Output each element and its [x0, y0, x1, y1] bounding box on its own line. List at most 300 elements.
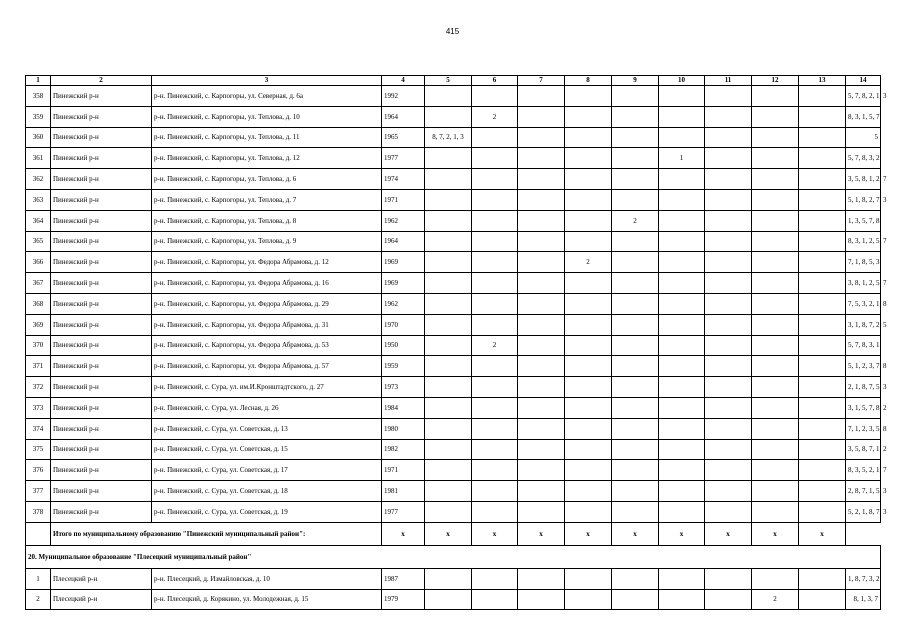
value-cell-5	[425, 273, 472, 294]
column-header-8: 8	[565, 76, 612, 86]
value-cell-8	[565, 501, 612, 522]
value-cell-13	[799, 252, 846, 273]
value-cell-5	[425, 106, 472, 127]
table-row	[26, 231, 881, 252]
district-cell: Пинежский р-н	[51, 439, 152, 460]
value-cell-5	[425, 439, 472, 460]
year-cell: 1981	[382, 481, 425, 502]
value-cell-13	[799, 293, 846, 314]
value-cell-13	[799, 501, 846, 522]
value-cell-13	[799, 127, 846, 148]
value-cell-13	[799, 568, 846, 589]
address-cell: р-н. Плесецкий, д. Измайловская, д. 10	[152, 568, 382, 589]
district-cell: Пинежский р-н	[51, 127, 152, 148]
value-cell-14: 8, 3, 5, 2, 1, 7	[846, 460, 881, 481]
value-cell-13	[799, 106, 846, 127]
value-cell-12	[752, 397, 799, 418]
year-cell: 1992	[382, 86, 425, 107]
value-cell-5	[425, 231, 472, 252]
address-cell: р-н. Пинежский, с. Сура, ул. Лесная, д. 26	[152, 397, 382, 418]
address-cell: р-н. Пинежский, с. Сура, ул. им.И.Кронштадтского, д. 27	[152, 377, 382, 398]
value-cell-14: 8, 3, 1, 2, 5, 7	[846, 231, 881, 252]
district-cell: Пинежский р-н	[51, 460, 152, 481]
value-cell-5	[425, 252, 472, 273]
value-cell-11	[705, 481, 752, 502]
row-number: 374	[26, 418, 51, 439]
value-cell-8	[565, 169, 612, 190]
district-cell: Пинежский р-н	[51, 169, 152, 190]
row-number: 361	[26, 148, 51, 169]
value-cell-11	[705, 189, 752, 210]
address-cell: р-н. Пинежский, с. Карпогоры, ул. Северная, д. 6а	[152, 86, 382, 107]
year-cell: 1962	[382, 210, 425, 231]
section-title: 20. Муниципальное образование "Плесецкий муниципальный район"	[26, 545, 881, 568]
value-cell-11	[705, 231, 752, 252]
value-cell-5	[425, 418, 472, 439]
value-cell-7	[518, 127, 565, 148]
value-cell-13	[799, 169, 846, 190]
year-cell: 1982	[382, 439, 425, 460]
value-cell-10	[659, 481, 705, 502]
year-cell: 1964	[382, 231, 425, 252]
value-cell-10	[659, 418, 705, 439]
column-header-5: 5	[425, 76, 472, 86]
value-cell-6	[472, 568, 518, 589]
value-cell-10	[659, 335, 705, 356]
district-cell: Пинежский р-н	[51, 293, 152, 314]
district-cell: Пинежский р-н	[51, 148, 152, 169]
district-cell: Пинежский р-н	[51, 189, 152, 210]
table-row	[26, 589, 881, 610]
value-cell-9	[612, 252, 659, 273]
column-header-14: 14	[846, 76, 881, 86]
value-cell-6	[472, 418, 518, 439]
value-cell-7	[518, 231, 565, 252]
table-row	[26, 293, 881, 314]
value-cell-14: 8, 1, 3, 7	[846, 589, 881, 610]
row-number: 367	[26, 273, 51, 294]
value-cell-12	[752, 356, 799, 377]
total-value-cell: x	[425, 522, 472, 545]
value-cell-11	[705, 252, 752, 273]
district-cell: Пинежский р-н	[51, 314, 152, 335]
table-row	[26, 252, 881, 273]
total-blank-cell	[26, 522, 51, 545]
row-number: 376	[26, 460, 51, 481]
table-row	[26, 148, 881, 169]
value-cell-12	[752, 148, 799, 169]
table-row	[26, 273, 881, 294]
year-cell: 1974	[382, 169, 425, 190]
value-cell-14: 5, 7, 8, 2, 1, 3	[846, 86, 881, 107]
value-cell-7	[518, 356, 565, 377]
year-cell: 1965	[382, 127, 425, 148]
value-cell-9	[612, 418, 659, 439]
value-cell-12	[752, 231, 799, 252]
value-cell-11	[705, 210, 752, 231]
value-cell-11	[705, 356, 752, 377]
value-cell-8	[565, 86, 612, 107]
value-cell-9	[612, 377, 659, 398]
district-cell: Плесецкий р-н	[51, 589, 152, 610]
value-cell-12	[752, 86, 799, 107]
value-cell-10	[659, 377, 705, 398]
address-cell: р-н. Пинежский, с. Карпогоры, ул. Федора Абрамова, д. 31	[152, 314, 382, 335]
row-number: 370	[26, 335, 51, 356]
value-cell-9	[612, 501, 659, 522]
year-cell: 1979	[382, 589, 425, 610]
table-row	[26, 501, 881, 522]
value-cell-6	[472, 377, 518, 398]
district-cell: Пинежский р-н	[51, 356, 152, 377]
value-cell-6	[472, 460, 518, 481]
value-cell-5	[425, 501, 472, 522]
value-cell-12	[752, 377, 799, 398]
district-cell: Пинежский р-н	[51, 86, 152, 107]
table-row	[26, 460, 881, 481]
value-cell-9	[612, 568, 659, 589]
address-cell: р-н. Пинежский, с. Карпогоры, ул. Теплова, д. 11	[152, 127, 382, 148]
value-cell-11	[705, 106, 752, 127]
table-row	[26, 106, 881, 127]
table-row	[26, 356, 881, 377]
value-cell-14: 3, 5, 8, 1, 2, 7	[846, 169, 881, 190]
column-header-13: 13	[799, 76, 846, 86]
value-cell-14: 5, 7, 8, 3, 2	[846, 148, 881, 169]
header-row	[26, 76, 881, 86]
district-cell: Пинежский р-н	[51, 418, 152, 439]
value-cell-6	[472, 314, 518, 335]
value-cell-10	[659, 501, 705, 522]
value-cell-10	[659, 356, 705, 377]
address-cell: р-н. Плесецкий, д. Корякино, ул. Молодежная, д. 15	[152, 589, 382, 610]
row-number: 372	[26, 377, 51, 398]
value-cell-6: 2	[472, 106, 518, 127]
value-cell-12	[752, 169, 799, 190]
value-cell-12	[752, 273, 799, 294]
district-cell: Пинежский р-н	[51, 106, 152, 127]
value-cell-9	[612, 293, 659, 314]
value-cell-14: 8, 3, 1, 5, 7	[846, 106, 881, 127]
value-cell-6	[472, 231, 518, 252]
row-number: 378	[26, 501, 51, 522]
value-cell-14: 7, 1, 2, 3, 5, 8	[846, 418, 881, 439]
year-cell: 1984	[382, 397, 425, 418]
column-header-2: 2	[51, 76, 152, 86]
value-cell-8	[565, 148, 612, 169]
table-row	[26, 127, 881, 148]
value-cell-5	[425, 189, 472, 210]
value-cell-5	[425, 397, 472, 418]
section-row	[26, 545, 881, 568]
value-cell-6	[472, 589, 518, 610]
table-row	[26, 418, 881, 439]
value-cell-14: 7, 5, 3, 2, 1, 8	[846, 293, 881, 314]
value-cell-5	[425, 460, 472, 481]
value-cell-5	[425, 314, 472, 335]
district-cell: Пинежский р-н	[51, 335, 152, 356]
value-cell-13	[799, 210, 846, 231]
value-cell-6: 2	[472, 335, 518, 356]
value-cell-13	[799, 356, 846, 377]
value-cell-14: 2, 8, 7, 1, 5, 3	[846, 481, 881, 502]
value-cell-7	[518, 148, 565, 169]
value-cell-8	[565, 314, 612, 335]
row-number: 371	[26, 356, 51, 377]
value-cell-11	[705, 377, 752, 398]
district-cell: Пинежский р-н	[51, 377, 152, 398]
district-cell: Пинежский р-н	[51, 252, 152, 273]
row-number: 363	[26, 189, 51, 210]
value-cell-6	[472, 293, 518, 314]
year-cell: 1973	[382, 377, 425, 398]
value-cell-8	[565, 335, 612, 356]
value-cell-13	[799, 335, 846, 356]
value-cell-9	[612, 231, 659, 252]
value-cell-7	[518, 589, 565, 610]
value-cell-8	[565, 356, 612, 377]
value-cell-6	[472, 501, 518, 522]
value-cell-6	[472, 169, 518, 190]
value-cell-5	[425, 169, 472, 190]
value-cell-11	[705, 314, 752, 335]
row-number: 369	[26, 314, 51, 335]
address-cell: р-н. Пинежский, с. Карпогоры, ул. Федора Абрамова, д. 57	[152, 356, 382, 377]
value-cell-5	[425, 335, 472, 356]
value-cell-7	[518, 210, 565, 231]
year-cell: 1950	[382, 335, 425, 356]
value-cell-7	[518, 86, 565, 107]
row-number: 368	[26, 293, 51, 314]
registry-table	[25, 75, 887, 610]
value-cell-12	[752, 293, 799, 314]
district-cell: Плесецкий р-н	[51, 568, 152, 589]
district-cell: Пинежский р-н	[51, 481, 152, 502]
value-cell-8: 2	[565, 252, 612, 273]
value-cell-13	[799, 481, 846, 502]
value-cell-13	[799, 86, 846, 107]
value-cell-7	[518, 397, 565, 418]
table-row	[26, 439, 881, 460]
table-row	[26, 189, 881, 210]
value-cell-14: 5	[846, 127, 881, 148]
value-cell-10	[659, 314, 705, 335]
column-header-3: 3	[152, 76, 382, 86]
value-cell-14: 1, 3, 5, 7, 8	[846, 210, 881, 231]
value-cell-10	[659, 106, 705, 127]
row-number: 362	[26, 169, 51, 190]
district-cell: Пинежский р-н	[51, 231, 152, 252]
value-cell-6	[472, 210, 518, 231]
value-cell-8	[565, 418, 612, 439]
value-cell-8	[565, 189, 612, 210]
value-cell-6	[472, 397, 518, 418]
value-cell-10	[659, 189, 705, 210]
value-cell-9	[612, 169, 659, 190]
year-cell: 1969	[382, 252, 425, 273]
row-number: 365	[26, 231, 51, 252]
table-body	[26, 86, 887, 610]
value-cell-6	[472, 86, 518, 107]
value-cell-7	[518, 418, 565, 439]
value-cell-14: 7, 1, 8, 5, 3	[846, 252, 881, 273]
value-cell-12	[752, 439, 799, 460]
value-cell-7	[518, 501, 565, 522]
value-cell-8	[565, 397, 612, 418]
total-value-cell: x	[705, 522, 752, 545]
address-cell: р-н. Пинежский, с. Карпогоры, ул. Теплова, д. 10	[152, 106, 382, 127]
column-header-7: 7	[518, 76, 565, 86]
value-cell-9	[612, 356, 659, 377]
value-cell-7	[518, 377, 565, 398]
value-cell-9	[612, 335, 659, 356]
row-number: 359	[26, 106, 51, 127]
value-cell-12	[752, 460, 799, 481]
value-cell-7	[518, 293, 565, 314]
value-cell-11	[705, 589, 752, 610]
table-row	[26, 335, 881, 356]
value-cell-8	[565, 273, 612, 294]
value-cell-12	[752, 210, 799, 231]
district-cell: Пинежский р-н	[51, 397, 152, 418]
year-cell: 1980	[382, 418, 425, 439]
value-cell-9: 2	[612, 210, 659, 231]
value-cell-11	[705, 460, 752, 481]
value-cell-7	[518, 106, 565, 127]
year-cell: 1971	[382, 460, 425, 481]
total-value-cell: x	[752, 522, 799, 545]
year-cell: 1977	[382, 148, 425, 169]
table-row	[26, 210, 881, 231]
value-cell-8	[565, 377, 612, 398]
value-cell-5	[425, 377, 472, 398]
value-cell-11	[705, 127, 752, 148]
value-cell-9	[612, 460, 659, 481]
value-cell-8	[565, 568, 612, 589]
value-cell-10	[659, 397, 705, 418]
value-cell-10	[659, 231, 705, 252]
value-cell-5	[425, 148, 472, 169]
address-cell: р-н. Пинежский, с. Карпогоры, ул. Теплова, д. 12	[152, 148, 382, 169]
value-cell-7	[518, 189, 565, 210]
table-header	[26, 76, 881, 86]
address-cell: р-н. Пинежский, с. Карпогоры, ул. Теплова, д. 6	[152, 169, 382, 190]
value-cell-12	[752, 252, 799, 273]
value-cell-8	[565, 439, 612, 460]
value-cell-10	[659, 439, 705, 460]
value-cell-10	[659, 568, 705, 589]
table-row	[26, 481, 881, 502]
value-cell-8	[565, 231, 612, 252]
year-cell: 1971	[382, 189, 425, 210]
value-cell-11	[705, 148, 752, 169]
value-cell-9	[612, 148, 659, 169]
value-cell-5	[425, 210, 472, 231]
year-cell: 1977	[382, 501, 425, 522]
value-cell-7	[518, 252, 565, 273]
value-cell-12	[752, 314, 799, 335]
total-value-cell: x	[799, 522, 846, 545]
district-cell: Пинежский р-н	[51, 210, 152, 231]
value-cell-14: 1, 8, 7, 3, 2	[846, 568, 881, 589]
address-cell: р-н. Пинежский, с. Сура, ул. Советская, д. 19	[152, 501, 382, 522]
row-number: 373	[26, 397, 51, 418]
value-cell-10	[659, 210, 705, 231]
address-cell: р-н. Пинежский, с. Карпогоры, ул. Теплова, д. 7	[152, 189, 382, 210]
value-cell-6	[472, 252, 518, 273]
value-cell-13	[799, 273, 846, 294]
row-number: 2	[26, 589, 51, 610]
value-cell-12	[752, 501, 799, 522]
value-cell-6	[472, 148, 518, 169]
total-value-cell: x	[472, 522, 518, 545]
value-cell-7	[518, 439, 565, 460]
value-cell-12	[752, 335, 799, 356]
year-cell: 1987	[382, 568, 425, 589]
year-cell: 1969	[382, 273, 425, 294]
column-header-9: 9	[612, 76, 659, 86]
value-cell-13	[799, 589, 846, 610]
total-value-cell: x	[612, 522, 659, 545]
value-cell-14: 2, 1, 8, 7, 5, 3	[846, 377, 881, 398]
value-cell-13	[799, 439, 846, 460]
column-header-10: 10	[659, 76, 705, 86]
value-cell-10	[659, 460, 705, 481]
table-row	[26, 568, 881, 589]
year-cell: 1959	[382, 356, 425, 377]
value-cell-14: 3, 1, 5, 7, 8, 2	[846, 397, 881, 418]
value-cell-13	[799, 148, 846, 169]
total-value-cell: x	[382, 522, 425, 545]
value-cell-14: 5, 1, 8, 2, 7, 3	[846, 189, 881, 210]
value-cell-12	[752, 481, 799, 502]
value-cell-7	[518, 460, 565, 481]
value-cell-10	[659, 252, 705, 273]
total-row	[26, 522, 881, 545]
value-cell-5	[425, 589, 472, 610]
column-header-4: 4	[382, 76, 425, 86]
value-cell-6	[472, 481, 518, 502]
total-value-cell: x	[565, 522, 612, 545]
value-cell-9	[612, 397, 659, 418]
table-row	[26, 169, 881, 190]
value-cell-5	[425, 86, 472, 107]
value-cell-5	[425, 356, 472, 377]
row-number: 377	[26, 481, 51, 502]
value-cell-6	[472, 127, 518, 148]
value-cell-10	[659, 273, 705, 294]
value-cell-13	[799, 377, 846, 398]
value-cell-11	[705, 501, 752, 522]
value-cell-13	[799, 189, 846, 210]
value-cell-13	[799, 418, 846, 439]
value-cell-11	[705, 397, 752, 418]
value-cell-7	[518, 314, 565, 335]
value-cell-7	[518, 335, 565, 356]
value-cell-5	[425, 481, 472, 502]
address-cell: р-н. Пинежский, с. Сура, ул. Советская, д. 15	[152, 439, 382, 460]
value-cell-12	[752, 568, 799, 589]
value-cell-12	[752, 127, 799, 148]
address-cell: р-н. Пинежский, с. Карпогоры, ул. Федора Абрамова, д. 16	[152, 273, 382, 294]
value-cell-8	[565, 106, 612, 127]
value-cell-8	[565, 210, 612, 231]
row-number: 366	[26, 252, 51, 273]
value-cell-14: 3, 1, 8, 7, 2, 5	[846, 314, 881, 335]
column-header-11: 11	[705, 76, 752, 86]
total-value-cell: x	[518, 522, 565, 545]
address-cell: р-н. Пинежский, с. Карпогоры, ул. Федора Абрамова, д. 29	[152, 293, 382, 314]
